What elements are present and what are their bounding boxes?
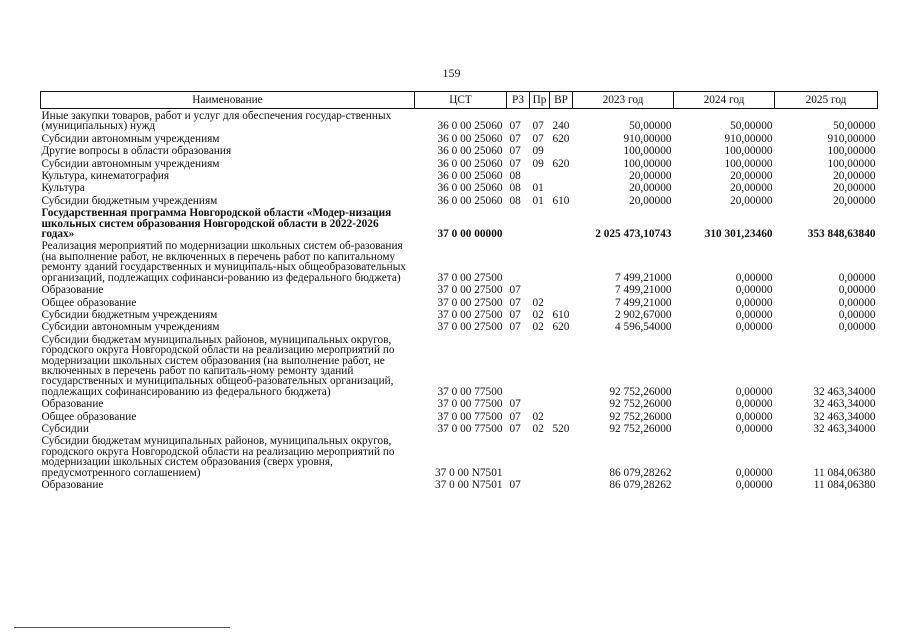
cell-2023: 92 752,26000 <box>609 385 672 398</box>
cell-rz: 07 <box>509 308 521 321</box>
footnote-divider <box>14 627 230 628</box>
cell-2025: 32 463,34000 <box>813 398 876 411</box>
cell-vr <box>550 410 573 422</box>
cell-2025: 50,00000 <box>833 120 876 133</box>
cell-2024: 50,00000 <box>730 120 773 133</box>
cell-2024: 0,00000 <box>735 422 773 435</box>
cell-2023: 2 902,67000 <box>615 308 672 321</box>
cell-2024: 0,00000 <box>735 410 773 423</box>
table-row <box>41 397 878 409</box>
cell-rz <box>507 333 530 397</box>
cell-2025: 0,00000 <box>838 284 876 297</box>
cell-name: Субсидии <box>41 422 89 435</box>
table-body <box>41 109 878 491</box>
cell-2024: 0,00000 <box>735 321 773 334</box>
cell-2025: 0,00000 <box>838 271 876 284</box>
cell-2025: 32 463,34000 <box>813 385 876 398</box>
cell-vr: 620 <box>552 321 570 334</box>
cell-vr <box>550 144 573 156</box>
cell-pr <box>530 478 550 490</box>
table-row <box>41 422 878 434</box>
cell-vr <box>550 181 573 193</box>
cell-2024: 0,00000 <box>735 296 773 309</box>
cell-2025: 0,00000 <box>838 296 876 309</box>
table-row <box>41 169 878 181</box>
cell-cst: 37 0 00 00000 <box>437 228 503 241</box>
cell-2023: 100,00000 <box>623 145 672 158</box>
cell-2023: 7 499,21000 <box>615 284 672 297</box>
cell-cst: 36 0 00 25060 <box>437 182 503 195</box>
cell-cst: 36 0 00 25060 <box>437 170 503 183</box>
cell-rz: 08 <box>509 194 521 207</box>
cell-name: Субсидии автономным учреждениям <box>41 132 220 145</box>
cell-pr: 01 <box>532 182 544 195</box>
cell-2024: 20,00000 <box>730 182 773 195</box>
cell-2023: 20,00000 <box>629 182 672 195</box>
page-number: 159 <box>442 66 461 80</box>
cell-2024: 0,00000 <box>735 284 773 297</box>
cell-name: Образование <box>41 479 104 491</box>
cell-2024: 0,00000 <box>735 466 773 479</box>
cell-name: Образование <box>41 398 104 411</box>
cell-cst: 36 0 00 25060 <box>437 145 503 158</box>
table-row <box>41 320 878 332</box>
cell-vr <box>550 296 573 308</box>
cell-2025: 100,00000 <box>827 145 876 158</box>
cell-2025: 32 463,34000 <box>813 422 876 435</box>
table-row <box>41 239 878 283</box>
cell-2023: 92 752,26000 <box>609 410 672 423</box>
table-row <box>41 308 878 320</box>
cell-vr: 610 <box>552 308 570 321</box>
table-row <box>41 206 878 239</box>
cell-cst: 37 0 00 77500 <box>437 422 503 435</box>
cell-pr: 02 <box>532 422 544 435</box>
cell-rz: 08 <box>509 182 521 195</box>
cell-2023: 20,00000 <box>629 170 672 183</box>
cell-pr: 02 <box>532 410 544 423</box>
cell-cst: 37 0 00 N7501 <box>435 466 503 479</box>
cell-2025: 20,00000 <box>833 170 876 183</box>
cell-pr <box>530 434 550 478</box>
cell-rz: 07 <box>509 157 521 170</box>
table-row <box>41 109 878 132</box>
table-row <box>41 478 878 490</box>
cell-cst: 36 0 00 25060 <box>437 157 503 170</box>
cell-2024: 310 301,23460 <box>704 228 773 241</box>
cell-2025: 32 463,34000 <box>813 410 876 423</box>
table-row <box>41 410 878 422</box>
table-row <box>41 144 878 156</box>
cell-vr: 610 <box>552 194 570 207</box>
cell-vr <box>550 397 573 409</box>
cell-rz: 07 <box>509 132 521 145</box>
cell-2024: 0,00000 <box>735 308 773 321</box>
cell-name: Общее образование <box>41 296 137 309</box>
cell-2023: 92 752,26000 <box>609 398 672 411</box>
budget-table <box>40 91 878 490</box>
cell-name: Общее образование <box>41 410 137 423</box>
cell-cst: 37 0 00 27500 <box>437 296 503 309</box>
cell-2025: 20,00000 <box>833 182 876 195</box>
cell-2024: 100,00000 <box>724 145 773 158</box>
cell-vr <box>550 478 573 490</box>
cell-pr <box>530 397 550 409</box>
cell-2024: 0,00000 <box>735 385 773 398</box>
cell-cst: 37 0 00 77500 <box>437 398 503 411</box>
cell-name: Реализация мероприятий по модернизации школьных систем об-разования (на выполнение работ, не включенных в перечень работ по капитальному ремонту зданий государственных и муниципаль-ных общеобразовательных организаций, подлежащих софинанси-рованию из федерального бюджета) <box>41 240 406 284</box>
cell-rz: 07 <box>509 321 521 334</box>
column-header-name: Наименование <box>41 92 415 109</box>
cell-2023: 4 596,54000 <box>615 321 672 334</box>
cell-name: Субсидии автономным учреждениям <box>41 321 220 334</box>
cell-2025: 0,00000 <box>838 321 876 334</box>
cell-vr: 620 <box>552 157 570 170</box>
cell-pr: 01 <box>532 194 544 207</box>
cell-name: Субсидии бюджетным учреждениям <box>41 194 218 207</box>
cell-pr: 02 <box>532 321 544 334</box>
cell-2024: 910,00000 <box>724 132 773 145</box>
cell-rz: 07 <box>509 479 521 491</box>
table-row <box>41 181 878 193</box>
cell-2025: 100,00000 <box>827 157 876 170</box>
cell-2023: 20,00000 <box>629 194 672 207</box>
cell-2023: 7 499,21000 <box>615 271 672 284</box>
cell-2023: 50,00000 <box>629 120 672 133</box>
cell-pr <box>530 239 550 283</box>
table-row <box>41 283 878 295</box>
column-header-pr: Пр <box>530 92 550 109</box>
cell-vr: 620 <box>552 132 570 145</box>
cell-cst: 37 0 00 N7501 <box>435 479 503 491</box>
table-row <box>41 296 878 308</box>
column-header-2024: 2024 год <box>674 92 775 109</box>
cell-2023: 2 025 473,10743 <box>595 228 672 241</box>
cell-2024: 20,00000 <box>730 194 773 207</box>
column-header-vr: ВР <box>550 92 573 109</box>
cell-2024: 0,00000 <box>735 271 773 284</box>
table-row <box>41 132 878 144</box>
cell-2023: 86 079,28262 <box>609 466 672 479</box>
column-header-cst: ЦСТ <box>415 92 507 109</box>
cell-name: Субсидии бюджетным учреждениям <box>41 308 218 321</box>
cell-name: Субсидии бюджетам муниципальных районов, муниципальных округов, городского округа Новгородской области на реализацию мероприятий по модернизации школьных систем образования (сверх уровня, предусмотренного соглашением) <box>41 435 395 479</box>
cell-rz <box>507 434 530 478</box>
cell-rz <box>507 206 530 239</box>
cell-vr: 520 <box>552 422 570 435</box>
cell-cst: 37 0 00 77500 <box>437 410 503 423</box>
column-header-2025: 2025 год <box>775 92 878 109</box>
cell-pr: 07 <box>532 132 544 145</box>
cell-vr: 240 <box>552 120 570 133</box>
cell-name: Другие вопросы в области образования <box>41 145 232 158</box>
cell-name: Субсидии бюджетам муниципальных районов, муниципальных округов, городского округа Новгородской области на реализацию мероприятий по модернизации школьных систем образования (на выполнение работ, не включенных в перечень работ по капиталь-ному ремонту зданий государственных и муниципальных общеоб-разовательных организаций, подлежащих софинансированию из федерального бюджета) <box>41 333 395 398</box>
cell-2023: 100,00000 <box>623 157 672 170</box>
cell-2025: 20,00000 <box>833 194 876 207</box>
table-row <box>41 434 878 478</box>
cell-name: Иные закупки товаров, работ и услуг для обеспечения государ-ственных (муниципальных) нужд <box>41 110 392 133</box>
cell-name: Культура <box>41 182 85 195</box>
cell-2025: 353 848,63840 <box>807 228 876 241</box>
table-row <box>41 157 878 169</box>
cell-vr <box>550 169 573 181</box>
cell-pr: 02 <box>532 296 544 309</box>
cell-2025: 11 084,06380 <box>813 479 876 491</box>
cell-name: Субсидии автономным учреждениям <box>41 157 220 170</box>
cell-2024: 20,00000 <box>730 170 773 183</box>
cell-pr <box>530 169 550 181</box>
cell-2023: 92 752,26000 <box>609 422 672 435</box>
cell-cst: 37 0 00 77500 <box>437 385 503 398</box>
cell-cst: 36 0 00 25060 <box>437 194 503 207</box>
cell-rz: 07 <box>509 296 521 309</box>
cell-cst: 37 0 00 27500 <box>437 308 503 321</box>
cell-vr <box>550 333 573 397</box>
cell-pr: 09 <box>532 145 544 158</box>
cell-pr <box>530 206 550 239</box>
cell-cst: 37 0 00 27500 <box>437 321 503 334</box>
cell-rz: 07 <box>509 398 521 411</box>
cell-vr <box>550 206 573 239</box>
cell-2025: 910,00000 <box>827 132 876 145</box>
table-header-row <box>41 92 878 109</box>
cell-cst: 37 0 00 27500 <box>437 284 503 297</box>
column-header-2023: 2023 год <box>573 92 674 109</box>
cell-name: Образование <box>41 284 104 297</box>
cell-pr: 07 <box>532 120 544 133</box>
cell-rz: 07 <box>509 145 521 158</box>
cell-vr <box>550 239 573 283</box>
cell-rz: 07 <box>509 410 521 423</box>
cell-2023: 910,00000 <box>623 132 672 145</box>
cell-2023: 7 499,21000 <box>615 296 672 309</box>
cell-rz: 08 <box>509 170 521 183</box>
cell-2024: 100,00000 <box>724 157 773 170</box>
cell-vr <box>550 434 573 478</box>
cell-2023: 86 079,28262 <box>609 479 672 491</box>
cell-pr: 02 <box>532 308 544 321</box>
cell-name: Культура, кинематография <box>41 170 170 183</box>
cell-rz <box>507 239 530 283</box>
cell-cst: 36 0 00 25060 <box>437 132 503 145</box>
cell-cst: 37 0 00 27500 <box>437 271 503 284</box>
cell-2024: 0,00000 <box>735 479 773 491</box>
cell-rz: 07 <box>509 120 521 133</box>
cell-2025: 11 084,06380 <box>813 466 876 479</box>
cell-pr: 09 <box>532 157 544 170</box>
cell-pr <box>530 283 550 295</box>
column-header-rz: РЗ <box>507 92 530 109</box>
cell-pr <box>530 333 550 397</box>
cell-2025: 0,00000 <box>838 308 876 321</box>
cell-vr <box>550 283 573 295</box>
table-row <box>41 333 878 397</box>
cell-2024: 0,00000 <box>735 398 773 411</box>
cell-rz: 07 <box>509 284 521 297</box>
table-row <box>41 194 878 206</box>
cell-name: Государственная программа Новгородской области «Модер-низация школьных систем образования Новгородской области в 2022-2026 годах» <box>41 207 392 241</box>
cell-cst: 36 0 00 25060 <box>437 120 503 133</box>
cell-rz: 07 <box>509 422 521 435</box>
